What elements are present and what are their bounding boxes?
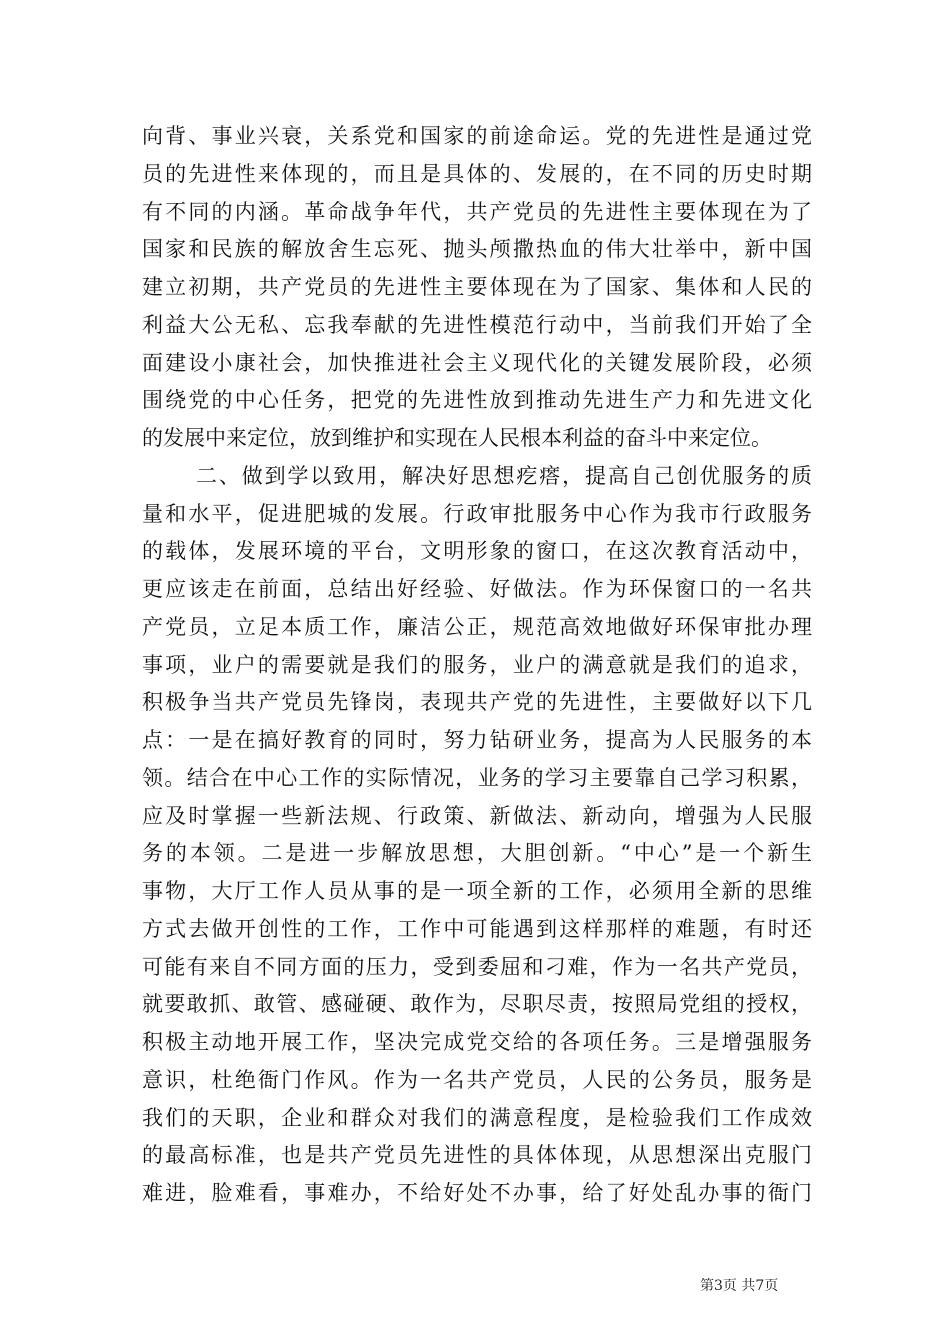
text-line: 的发展中来定位，放到维护和实现在人民根本利益的奋斗中来定位。 [142, 426, 772, 450]
text-line: 量和水平，促进肥城的发展。行政审批服务中心作为我市行政服务 [142, 501, 812, 526]
text-line: 积极争当共产党员先锋岗，表现共产党的先进性，主要做好以下几 [142, 690, 812, 715]
text-line: 可能有来自不同方面的压力，受到委屈和刁难，作为一名共产党员， [142, 954, 812, 979]
document-body [142, 118, 812, 1213]
text-line: 我们的天职，企业和群众对我们的满意程度，是检验我们工作成效 [142, 1105, 812, 1130]
text-line: 利益大公无私、忘我奉献的先进性模范行动中，当前我们开始了全 [142, 312, 812, 337]
text-line: 务的本领。二是进一步解放思想，大胆创新。“中心”是一个新生 [142, 841, 812, 866]
text-line: 点：一是在搞好教育的同时，努力钻研业务，提高为人民服务的本 [142, 728, 812, 752]
text-line: 的载体，发展环境的平台，文明形象的窗口，在这次教育活动中， [142, 539, 812, 564]
text-line: 向背、事业兴衰，关系党和国家的前途命运。党的先进性是通过党 [142, 124, 812, 148]
text-line: 意识，杜绝衙门作风。作为一名共产党员，人民的公务员，服务是 [142, 1067, 812, 1092]
paragraph-1 [142, 118, 812, 458]
text-line: 领。结合在中心工作的实际情况，业务的学习主要靠自己学习积累， [142, 765, 812, 790]
paragraph-2 [142, 458, 812, 1213]
text-line: 产党员，立足本质工作，廉洁公正，规范高效地做好环保审批办理 [142, 614, 812, 639]
text-line: 应及时掌握一些新法规、行政策、新做法、新动向，增强为人民服 [142, 803, 812, 828]
text-line: 有不同的内涵。革命战争年代，共产党员的先进性主要体现在为了 [142, 199, 812, 224]
text-line: 二、做到学以致用，解决好思想疙瘩，提高自己创优服务的质 [196, 463, 812, 488]
text-line: 积极主动地开展工作，坚决完成党交给的各项任务。三是增强服务 [142, 1030, 812, 1054]
text-line: 国家和民族的解放舍生忘死、抛头颅撒热血的伟大壮举中，新中国 [142, 237, 812, 262]
text-line: 事项，业户的需要就是我们的服务，业户的满意就是我们的追求， [142, 652, 812, 677]
text-line: 就要敢抓、敢管、感碰硬、敢作为，尽职尽责，按照局党组的授权， [142, 992, 812, 1017]
page-number-footer: 第3页 共7页 [700, 1278, 779, 1294]
text-line: 事物，大厅工作人员从事的是一项全新的工作，必须用全新的思维 [142, 879, 812, 903]
text-line: 围绕党的中心任务，把党的先进性放到推动先进生产力和先进文化 [142, 388, 812, 413]
text-line: 面建设小康社会，加快推进社会主义现代化的关键发展阶段，必须 [142, 350, 812, 375]
text-line: 难进，脸难看，事难办，不给好处不办事，给了好处乱办事的衙门 [142, 1181, 812, 1205]
text-line: 的最高标准，也是共产党员先进性的具体体现，从思想深出克服门 [142, 1143, 812, 1168]
text-line: 方式去做开创性的工作，工作中可能遇到这样那样的难题，有时还 [142, 916, 812, 941]
text-line: 员的先进性来体现的，而且是具体的、发展的，在不同的历史时期 [142, 161, 812, 186]
text-line: 更应该走在前面，总结出好经验、好做法。作为环保窗口的一名共 [142, 577, 812, 601]
text-line: 建立初期，共产党员的先进性主要体现在为了国家、集体和人民的 [142, 275, 812, 299]
